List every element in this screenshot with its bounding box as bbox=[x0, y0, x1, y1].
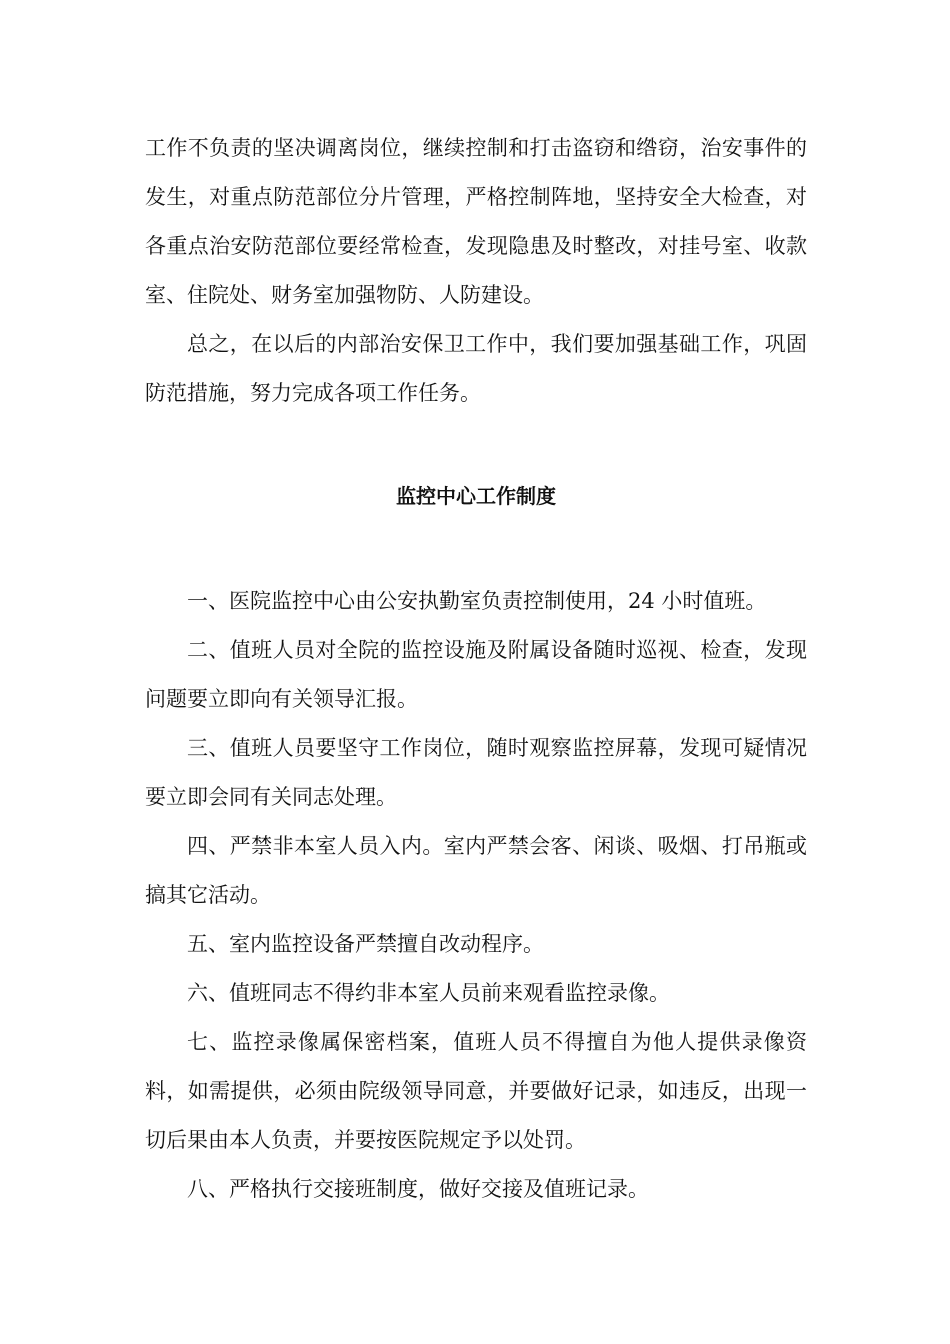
rule-item-7: 七、监控录像属保密档案，值班人员不得擅自为他人提供录像资料，如需提供，必须由院级领导同意，并要做好记录，如违反，出现一切后果由本人负责，并要按医院规定予以处罚。 bbox=[145, 1030, 807, 1152]
continued-paragraph: 工作不负责的坚决调离岗位，继续控制和打击盗窃和绺窃，治安事件的发生，对重点防范部位分片管理，严格控制阵地，坚持安全大检查，对各重点治安防范部位要经常检查，发现隐患及时整改，对挂号室、收款室、住院处、财务室加强物防、人防建设。 bbox=[145, 136, 807, 307]
rule-item-1: 一、医院监控中心由公安执勤室负责控制使用，24 小时值班。 bbox=[187, 589, 767, 613]
rule-item-2: 二、值班人员对全院的监控设施及附属设备随时巡视、检查，发现问题要立即向有关领导汇报。 bbox=[145, 638, 807, 711]
document-title: 监控中心工作制度 bbox=[396, 484, 556, 508]
intro-section bbox=[145, 124, 807, 418]
rule-item-5: 五、室内监控设备严禁擅自改动程序。 bbox=[187, 932, 544, 956]
summary-paragraph: 总之，在以后的内部治安保卫工作中，我们要加强基础工作，巩固防范措施，努力完成各项工作任务。 bbox=[145, 332, 807, 405]
rule-item-3: 三、值班人员要坚守工作岗位，随时观察监控屏幕，发现可疑情况要立即会同有关同志处理。 bbox=[145, 736, 807, 809]
rule-item-6: 六、值班同志不得约非本室人员前来观看监控录像。 bbox=[187, 981, 670, 1005]
rule-item-4: 四、严禁非本室人员入内。室内严禁会客、闲谈、吸烟、打吊瓶或搞其它活动。 bbox=[145, 834, 807, 907]
rule-item-8: 八、严格执行交接班制度，做好交接及值班记录。 bbox=[187, 1177, 649, 1201]
rules-section bbox=[145, 577, 807, 1214]
